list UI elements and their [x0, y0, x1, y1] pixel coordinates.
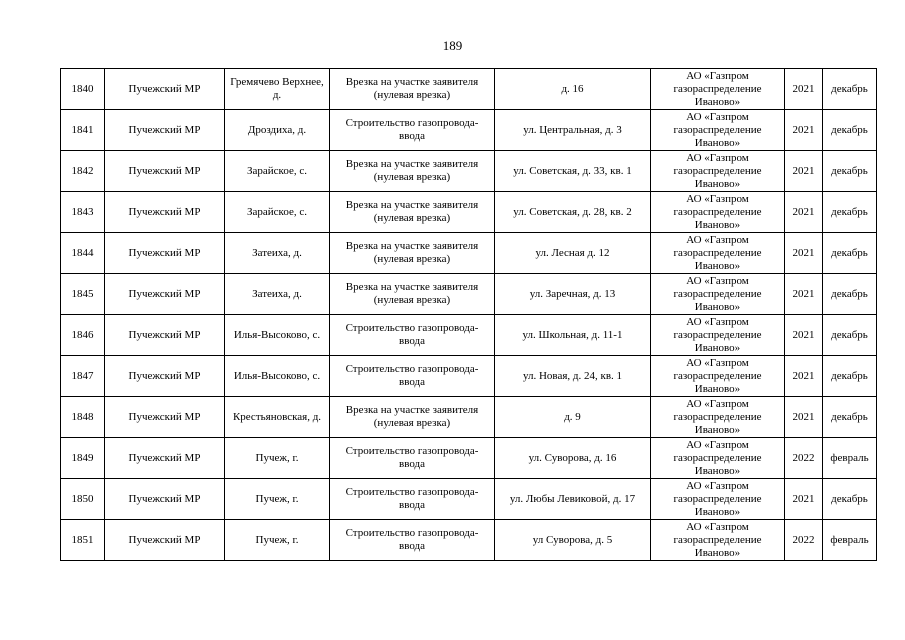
settlement-cell: Илья-Высоково, с.: [225, 356, 330, 397]
address-cell: ул. Советская, д. 28, кв. 2: [495, 192, 651, 233]
district-cell: Пучежский МР: [105, 315, 225, 356]
work-type-cell: Строительство газопровода-ввода: [330, 110, 495, 151]
settlement-cell: Затеиха, д.: [225, 274, 330, 315]
year-cell: 2021: [785, 233, 823, 274]
settlement-cell: Зарайское, с.: [225, 192, 330, 233]
month-cell: февраль: [823, 438, 877, 479]
year-cell: 2021: [785, 479, 823, 520]
month-cell: декабрь: [823, 315, 877, 356]
address-cell: ул. Центральная, д. 3: [495, 110, 651, 151]
year-cell: 2021: [785, 274, 823, 315]
table-row: [61, 192, 877, 233]
work-type-cell: Врезка на участке заявителя (нулевая врезка): [330, 233, 495, 274]
year-cell: 2022: [785, 438, 823, 479]
settlement-cell: Пучеж, г.: [225, 520, 330, 561]
month-cell: декабрь: [823, 274, 877, 315]
work-type-cell: Врезка на участке заявителя (нулевая врезка): [330, 192, 495, 233]
row-number-cell: 1843: [61, 192, 105, 233]
address-cell: ул. Лесная д. 12: [495, 233, 651, 274]
address-cell: ул. Новая, д. 24, кв. 1: [495, 356, 651, 397]
organization-cell: АО «Газпром газораспределение Иваново»: [651, 151, 785, 192]
work-type-cell: Строительство газопровода-ввода: [330, 438, 495, 479]
row-number-cell: 1841: [61, 110, 105, 151]
district-cell: Пучежский МР: [105, 233, 225, 274]
row-number-cell: 1842: [61, 151, 105, 192]
district-cell: Пучежский МР: [105, 110, 225, 151]
district-cell: Пучежский МР: [105, 520, 225, 561]
year-cell: 2021: [785, 192, 823, 233]
year-cell: 2021: [785, 356, 823, 397]
table-row: [61, 151, 877, 192]
month-cell: февраль: [823, 520, 877, 561]
settlement-cell: Пучеж, г.: [225, 479, 330, 520]
address-cell: ул. Школьная, д. 11-1: [495, 315, 651, 356]
address-cell: д. 16: [495, 69, 651, 110]
organization-cell: АО «Газпром газораспределение Иваново»: [651, 479, 785, 520]
settlement-cell: Дроздиха, д.: [225, 110, 330, 151]
table-row: [61, 520, 877, 561]
organization-cell: АО «Газпром газораспределение Иваново»: [651, 192, 785, 233]
settlement-cell: Илья-Высоково, с.: [225, 315, 330, 356]
district-cell: Пучежский МР: [105, 479, 225, 520]
organization-cell: АО «Газпром газораспределение Иваново»: [651, 110, 785, 151]
settlement-cell: Затеиха, д.: [225, 233, 330, 274]
month-cell: декабрь: [823, 233, 877, 274]
table-row: [61, 315, 877, 356]
organization-cell: АО «Газпром газораспределение Иваново»: [651, 315, 785, 356]
table-body: [61, 69, 877, 561]
organization-cell: АО «Газпром газораспределение Иваново»: [651, 397, 785, 438]
settlement-cell: Пучеж, г.: [225, 438, 330, 479]
table-row: [61, 274, 877, 315]
address-cell: ул Суворова, д. 5: [495, 520, 651, 561]
district-cell: Пучежский МР: [105, 274, 225, 315]
work-type-cell: Строительство газопровода-ввода: [330, 520, 495, 561]
row-number-cell: 1840: [61, 69, 105, 110]
district-cell: Пучежский МР: [105, 438, 225, 479]
work-type-cell: Строительство газопровода-ввода: [330, 479, 495, 520]
year-cell: 2021: [785, 110, 823, 151]
organization-cell: АО «Газпром газораспределение Иваново»: [651, 438, 785, 479]
row-number-cell: 1851: [61, 520, 105, 561]
year-cell: 2022: [785, 520, 823, 561]
organization-cell: АО «Газпром газораспределение Иваново»: [651, 356, 785, 397]
organization-cell: АО «Газпром газораспределение Иваново»: [651, 274, 785, 315]
year-cell: 2021: [785, 315, 823, 356]
work-type-cell: Строительство газопровода-ввода: [330, 315, 495, 356]
row-number-cell: 1847: [61, 356, 105, 397]
year-cell: 2021: [785, 397, 823, 438]
organization-cell: АО «Газпром газораспределение Иваново»: [651, 520, 785, 561]
address-cell: ул. Советская, д. 33, кв. 1: [495, 151, 651, 192]
address-cell: ул. Любы Левиковой, д. 17: [495, 479, 651, 520]
district-cell: Пучежский МР: [105, 397, 225, 438]
address-cell: д. 9: [495, 397, 651, 438]
settlement-cell: Гремячево Верхнее, д.: [225, 69, 330, 110]
month-cell: декабрь: [823, 479, 877, 520]
table-row: [61, 438, 877, 479]
row-number-cell: 1849: [61, 438, 105, 479]
month-cell: декабрь: [823, 151, 877, 192]
page-number: 189: [442, 38, 463, 53]
month-cell: декабрь: [823, 397, 877, 438]
settlement-cell: Крестьяновская, д.: [225, 397, 330, 438]
month-cell: декабрь: [823, 110, 877, 151]
row-number-cell: 1848: [61, 397, 105, 438]
work-type-cell: Врезка на участке заявителя (нулевая врезка): [330, 151, 495, 192]
table-row: [61, 479, 877, 520]
gasification-table: [60, 68, 877, 561]
row-number-cell: 1845: [61, 274, 105, 315]
table-row: [61, 110, 877, 151]
organization-cell: АО «Газпром газораспределение Иваново»: [651, 69, 785, 110]
address-cell: ул. Заречная, д. 13: [495, 274, 651, 315]
district-cell: Пучежский МР: [105, 192, 225, 233]
year-cell: 2021: [785, 69, 823, 110]
row-number-cell: 1850: [61, 479, 105, 520]
work-type-cell: Врезка на участке заявителя (нулевая врезка): [330, 397, 495, 438]
month-cell: декабрь: [823, 192, 877, 233]
work-type-cell: Строительство газопровода-ввода: [330, 356, 495, 397]
row-number-cell: 1844: [61, 233, 105, 274]
district-cell: Пучежский МР: [105, 69, 225, 110]
district-cell: Пучежский МР: [105, 356, 225, 397]
organization-cell: АО «Газпром газораспределение Иваново»: [651, 233, 785, 274]
month-cell: декабрь: [823, 356, 877, 397]
month-cell: декабрь: [823, 69, 877, 110]
work-type-cell: Врезка на участке заявителя (нулевая врезка): [330, 274, 495, 315]
year-cell: 2021: [785, 151, 823, 192]
address-cell: ул. Суворова, д. 16: [495, 438, 651, 479]
settlement-cell: Зарайское, с.: [225, 151, 330, 192]
district-cell: Пучежский МР: [105, 151, 225, 192]
row-number-cell: 1846: [61, 315, 105, 356]
table-row: [61, 69, 877, 110]
table-row: [61, 233, 877, 274]
work-type-cell: Врезка на участке заявителя (нулевая врезка): [330, 69, 495, 110]
table-row: [61, 397, 877, 438]
table-row: [61, 356, 877, 397]
